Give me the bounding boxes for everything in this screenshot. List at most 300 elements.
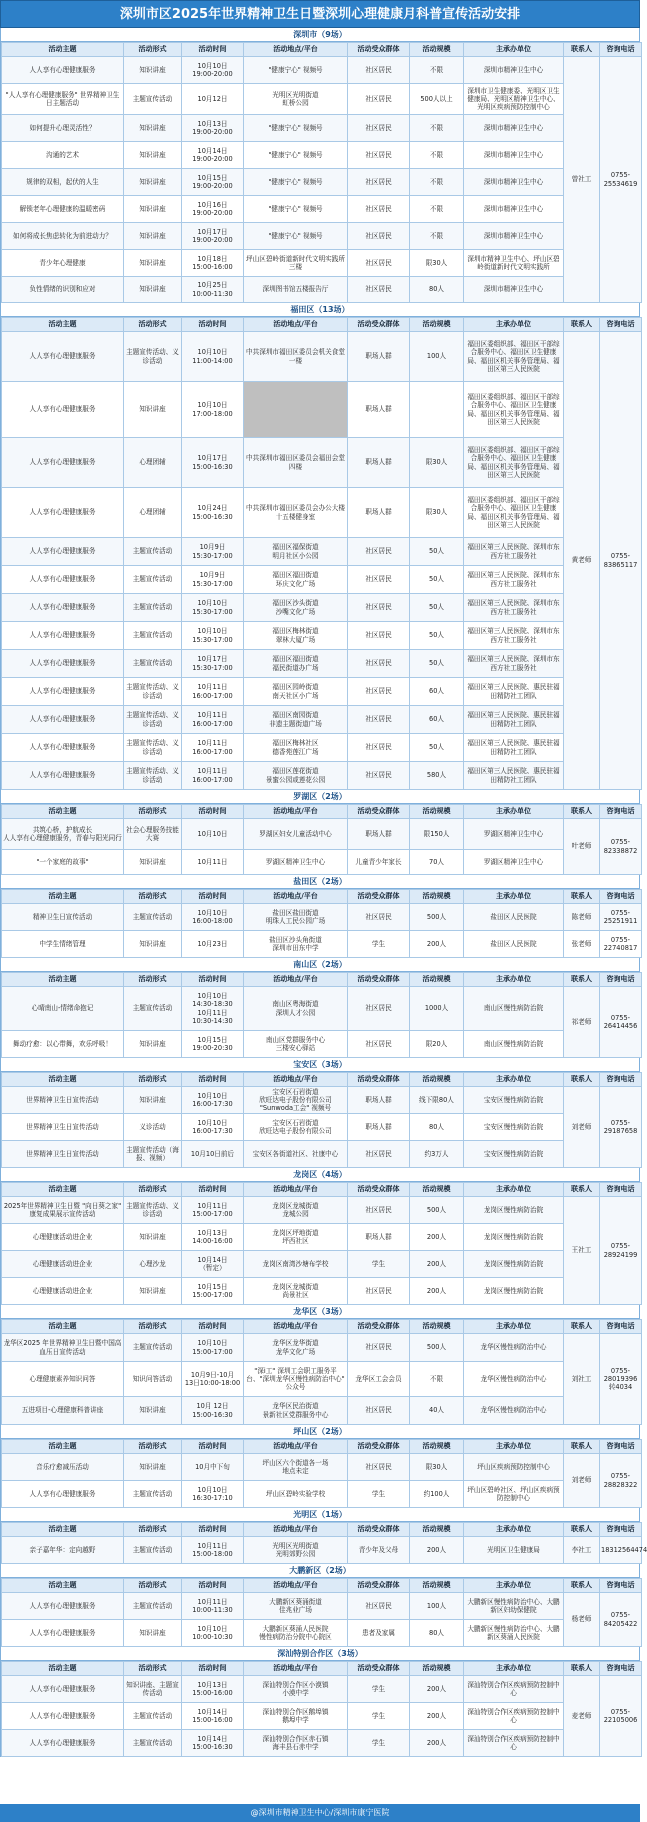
column-header: 咨询电话 [600,1662,642,1676]
table-cell: 10月11日 16:00-17:00 [182,762,244,790]
table-cell: 龙岗区龙城街道 龙城公园 [244,1197,348,1224]
phone-cell: 0755-82338872 [600,819,642,875]
table-row [2,650,642,678]
table-cell: 沟通的艺术 [2,142,124,169]
table-cell: 龙华区慢性病防治中心 [464,1334,564,1362]
table-cell: 坪山区碧岭街道新时代文明实践所三楼 [244,250,348,277]
column-header: 活动地点/平台 [244,1320,348,1334]
table-cell: 共筑心桥，护航成长 人人享有心理健康服务，青春与阳光同行 [2,819,124,850]
table-cell: 人人享有心理健康服务 [2,488,124,538]
column-header: 联系人 [564,1440,600,1454]
district-heading: 深圳市（9场） [1,28,639,42]
table-cell: 社区居民 [348,84,410,115]
column-header: 主承办单位 [464,1440,564,1454]
column-header: 活动时间 [182,1662,244,1676]
contact-cell: 刘社工 [564,1334,600,1425]
table-cell: 龙华区民治街道 景新社区党群服务中心 [244,1397,348,1425]
table-cell: 罗湖区精神卫生中心 [464,819,564,850]
table-cell: 10月13日 19:00-20:00 [182,115,244,142]
column-header: 活动形式 [124,1073,182,1087]
table-row [2,438,642,488]
table-cell: "健康宁心" 视频号 [244,223,348,250]
column-header: 咨询电话 [600,1579,642,1593]
table-cell: 10月10日 16:00-17:30 [182,1114,244,1141]
table-cell: 人人享有心理健康服务 [2,566,124,594]
table-cell: 人人享有心理健康服务 [2,1593,124,1620]
table-cell: 深圳图书馆五楼报告厅 [244,277,348,303]
table-cell: 2025年世界精神卫生日暨 "向日葵之家" 康复成果展示宣传活动 [2,1197,124,1224]
column-header: 活动地点/平台 [244,43,348,57]
table-cell: 不限 [410,169,464,196]
table-cell: 主题宣传活动、义诊活动 [124,1197,182,1224]
table-cell: 主题宣传活动 [124,1334,182,1362]
column-header: 咨询电话 [600,318,642,332]
table-cell: 10月17日 15:30-17:00 [182,650,244,678]
contact-cell: 张老师 [564,931,600,958]
table-cell: 盐田区人民医院 [464,931,564,958]
table-cell: 社区居民 [348,1031,410,1058]
table-cell: 福田区第三人民医院、惠民驻福田精防社工团队 [464,762,564,790]
table-cell: 龙岗区龙城街道 尚景社区 [244,1278,348,1305]
column-header: 活动受众群体 [348,1183,410,1197]
contact-cell: 黄老师 [564,332,600,790]
table-cell: 福田区委组织部、福田区干部综合服务中心、福田区卫生健康局、福田区机关事务管理局、福田区第三人民医院 [464,332,564,382]
table-cell: 10月10日 15:30-17:00 [182,594,244,622]
column-header: 主承办单位 [464,1073,564,1087]
table-row [2,57,642,84]
column-header: 活动形式 [124,1579,182,1593]
table-cell: 如何提升心理灵活性？ [2,115,124,142]
activity-table [1,804,642,875]
table-row [2,1703,642,1730]
table-cell: 深汕特别合作区疾病预防控制中心 [464,1676,564,1703]
table-cell: 知识问答活动 [124,1362,182,1397]
table-cell: 心理健康活动进企业 [2,1278,124,1305]
column-header: 咨询电话 [600,1183,642,1197]
table-cell: 社区居民 [348,538,410,566]
table-cell: 200人 [410,1251,464,1278]
table-cell: 限150人 [410,819,464,850]
table-cell: 社区居民 [348,706,410,734]
table-cell: "一个家庭的故事" [2,850,124,875]
table-cell: 10月12日 [182,84,244,115]
table-cell: 职场人群 [348,438,410,488]
table-cell: 心晴南山-情绪命抱记 [2,987,124,1031]
column-header: 活动时间 [182,1183,244,1197]
district-heading: 龙岗区（4场） [1,1168,639,1182]
table-cell: 世界精神卫生日宣传活动 [2,1087,124,1114]
column-header: 活动形式 [124,1183,182,1197]
table-cell: 心理健康素养知识问答 [2,1362,124,1397]
table-cell: 10月11日 16:00-17:00 [182,734,244,762]
column-header: 联系人 [564,318,600,332]
column-header: 咨询电话 [600,43,642,57]
table-cell: 深圳市卫生健康委、光明区卫生健康局、光明区精神卫生中心、光明区疾病预防控制中心 [464,84,564,115]
table-cell: 学生 [348,1251,410,1278]
table-cell: 不限 [410,142,464,169]
column-header: 活动时间 [182,1320,244,1334]
table-cell: 社区居民 [348,1454,410,1481]
table-cell: 主题宣传活动 [124,1730,182,1757]
table-cell: 社区居民 [348,169,410,196]
table-cell: 南山区慢性病防治院 [464,987,564,1031]
column-header: 活动规模 [410,1320,464,1334]
table-cell: 知识讲座 [124,1397,182,1425]
table-cell: 10月10日 14:30-18:30 10月11日 10:30-14:30 [182,987,244,1031]
table-cell: 社区居民 [348,904,410,931]
table-cell: 福田区第三人民医院、深圳市东西方社工服务社 [464,594,564,622]
activity-table [1,1661,642,1757]
table-cell: 心理团辅 [124,438,182,488]
column-header: 活动规模 [410,1662,464,1676]
column-header: 咨询电话 [600,805,642,819]
table-cell: 青少年心理健康 [2,250,124,277]
district-section [0,1168,640,1305]
table-cell: 人人享有心理健康服务 [2,706,124,734]
contact-cell: 麦老师 [564,1676,600,1757]
column-header: 联系人 [564,1320,600,1334]
header-row [2,973,642,987]
phone-cell: 0755-28019396转4034 [600,1334,642,1425]
column-header: 主承办单位 [464,1183,564,1197]
column-header: 活动形式 [124,890,182,904]
column-header: 主承办单位 [464,318,564,332]
table-cell: 10月18日 15:00-16:00 [182,250,244,277]
district-section [0,1564,640,1647]
table-cell: 深圳市精神卫生中心 [464,196,564,223]
column-header: 活动主题 [2,1183,124,1197]
table-cell: 10月10日 11:00-14:00 [182,332,244,382]
table-row [2,142,642,169]
table-cell: 深汕特别合作区小漠镇 小漠中学 [244,1676,348,1703]
phone-cell: 0755-28828322 [600,1454,642,1508]
table-cell: 限30人 [410,438,464,488]
district-heading: 宝安区（3场） [1,1058,639,1072]
table-row [2,1362,642,1397]
table-cell: 人人享有心理健康服务 [2,438,124,488]
table-cell: 人人享有心理健康服务 [2,1481,124,1508]
column-header: 主承办单位 [464,43,564,57]
contact-cell: 杨老师 [564,1593,600,1647]
column-header: 活动受众群体 [348,1440,410,1454]
table-cell: 福田区第三人民医院、惠民驻福田精防社工团队 [464,706,564,734]
table-cell: 福田区委组织部、福田区干部综合服务中心、福田区卫生健康局、福田区机关事务管理局、福田区第三人民医院 [464,438,564,488]
table-cell: 10月 12日 15:00-16:30 [182,1397,244,1425]
table-cell: 10月23日 [182,931,244,958]
table-cell: 学生 [348,1730,410,1757]
table-cell: 社区居民 [348,1141,410,1168]
table-cell: 职场人群 [348,1224,410,1251]
table-cell: 人人享有心理健康服务 [2,1730,124,1757]
table-cell: 10月10日 19:00-20:00 [182,57,244,84]
column-header: 咨询电话 [600,1073,642,1087]
table-cell: 中学生情绪管理 [2,931,124,958]
table-cell: 宝安区慢性病防治院 [464,1087,564,1114]
column-header: 活动形式 [124,1662,182,1676]
phone-cell: 0755-83865117 [600,332,642,790]
table-cell: 社区居民 [348,987,410,1031]
table-cell: 不限 [410,1362,464,1397]
table-row [2,250,642,277]
table-cell: 盐田区人民医院 [464,904,564,931]
table-cell: 福田区梅林社区 德香苑莲江广场 [244,734,348,762]
table-row [2,196,642,223]
table-cell: 世界精神卫生日宣传活动 [2,1141,124,1168]
table-cell: 主题宣传活动 [124,1593,182,1620]
table-cell: 10月25日 10:00-11:30 [182,277,244,303]
table-cell: 10月16日 19:00-20:00 [182,196,244,223]
table-cell: 知识讲座 [124,1224,182,1251]
table-cell: 知识讲座、主题宣传活动 [124,1676,182,1703]
table-cell: 南山区粤海街道 深圳人才公园 [244,987,348,1031]
column-header: 活动受众群体 [348,805,410,819]
table-cell: "健康宁心" 视频号 [244,196,348,223]
table-cell: 社区居民 [348,250,410,277]
table-cell: 龙华区龙华街道 龙华文化广场 [244,1334,348,1362]
column-header: 活动主题 [2,1662,124,1676]
table-cell: 五进项目-心理健康科普讲座 [2,1397,124,1425]
table-cell: 10月10日 15:30-17:00 [182,622,244,650]
table-row [2,734,642,762]
table-cell: 限20人 [410,1031,464,1058]
column-header: 活动地点/平台 [244,1523,348,1537]
table-row [2,594,642,622]
column-header: 活动主题 [2,1523,124,1537]
table-row [2,1620,642,1647]
column-header: 主承办单位 [464,805,564,819]
table-cell: 知识讲座 [124,196,182,223]
district-section [0,28,640,303]
table-cell: 龙岗区慢性病防治院 [464,1278,564,1305]
table-cell: 50人 [410,594,464,622]
table-cell: 深圳市精神卫生中心 [464,223,564,250]
footer-credit: @深圳市精神卫生中心/深圳市康宁医院 [0,1804,640,1822]
table-cell: 10月10日前后 [182,1141,244,1168]
table-cell: 500人 [410,904,464,931]
header-row [2,1579,642,1593]
table-cell: 知识讲座 [124,1278,182,1305]
table-cell: 主题宣传活动 [124,594,182,622]
column-header: 活动规模 [410,43,464,57]
table-cell: 10月15日 15:00-17:00 [182,1278,244,1305]
header-row [2,805,642,819]
table-cell: 10月11日 15:00-18:00 [182,1537,244,1564]
table-cell: 社区居民 [348,277,410,303]
column-header: 活动时间 [182,318,244,332]
table-cell: 人人享有心理健康服务 [2,594,124,622]
table-cell: 社会心理服务技能大赛 [124,819,182,850]
table-cell: 10月14日 15:00-16:00 [182,1703,244,1730]
district-heading: 大鹏新区（2场） [1,1564,639,1578]
table-cell: 儿童青少年家长 [348,850,410,875]
table-cell: 深汕特别合作区赤石镇 海丰县石赤中学 [244,1730,348,1757]
table-cell: 社区居民 [348,594,410,622]
column-header: 联系人 [564,1662,600,1676]
table-cell: 中共深圳市福田区委员会办公大楼十五楼健身室 [244,488,348,538]
table-cell: 深圳市精神卫生中心 [464,142,564,169]
table-cell: 龙岗区坪地街道 坪西社区 [244,1224,348,1251]
header-row [2,318,642,332]
table-cell: 社区居民 [348,1593,410,1620]
table-cell: 福田区莲花街道 景蜜公园或莲花公园 [244,762,348,790]
contact-cell: 祁老师 [564,987,600,1058]
table-cell: 知识讲座 [124,850,182,875]
phone-cell: 0755-84205422 [600,1593,642,1647]
header-row [2,1073,642,1087]
column-header: 活动规模 [410,805,464,819]
table-cell: 心理沙龙 [124,1251,182,1278]
header-row [2,890,642,904]
table-cell: 10月14日 19:00-20:00 [182,142,244,169]
table-cell: 社区居民 [348,223,410,250]
table-cell: 知识讲座 [124,1031,182,1058]
table-cell: "健康宁心" 视频号 [244,142,348,169]
table-cell: 10月9日 15:30-17:00 [182,566,244,594]
table-cell: 坪山区碧岭实验学校 [244,1481,348,1508]
phone-cell: 0755-22740817 [600,931,642,958]
table-cell: 500人 [410,1334,464,1362]
column-header: 活动主题 [2,1579,124,1593]
column-header: 活动规模 [410,1523,464,1537]
table-cell: 深圳市精神卫生中心 [464,57,564,84]
header-row [2,1440,642,1454]
table-cell: 知识讲座 [124,57,182,84]
table-cell: 福田区第三人民医院、深圳市东西方社工服务社 [464,566,564,594]
phone-cell: 0755-22105006 [600,1676,642,1757]
activity-table [1,1072,642,1168]
column-header: 主承办单位 [464,1662,564,1676]
activity-table [1,317,642,790]
column-header: 联系人 [564,973,600,987]
table-cell: 10月17日 15:00-16:30 [182,438,244,488]
table-cell: 社区居民 [348,1334,410,1362]
table-cell: 坪山区疾病预防控制中心 [464,1454,564,1481]
column-header: 活动时间 [182,805,244,819]
table-cell: 100人 [410,332,464,382]
column-header: 活动主题 [2,1073,124,1087]
table-cell: 10月10日 10:00-10:30 [182,1620,244,1647]
column-header: 活动地点/平台 [244,1440,348,1454]
activity-table [1,1522,647,1564]
table-row [2,1278,642,1305]
activity-table [1,1182,642,1305]
table-cell: 主题宣传活动、义诊活动 [124,706,182,734]
table-cell: 10月11日 16:00-17:00 [182,678,244,706]
table-cell: 10月10日 16:00-18:00 [182,904,244,931]
column-header: 联系人 [564,1523,600,1537]
table-cell: 龙岗区南湾沙塘布学校 [244,1251,348,1278]
table-cell: 青少年及父母 [348,1537,410,1564]
table-cell: 10月13日 14:00-16:00 [182,1224,244,1251]
table-cell: 200人 [410,1224,464,1251]
activity-table [1,1439,642,1508]
table-cell: 福田区南园街道 非遗主题街道广场 [244,706,348,734]
table-cell: 精神卫生日宣传活动 [2,904,124,931]
table-cell: 10月10日 16:30-17:10 [182,1481,244,1508]
column-header: 活动形式 [124,43,182,57]
table-cell: 200人 [410,1278,464,1305]
table-cell: 宝安区慢性病防治院 [464,1114,564,1141]
table-cell: 10月14日 （暂定） [182,1251,244,1278]
table-cell: 龙岗区慢性病防治院 [464,1251,564,1278]
table-cell: 知识讲座 [124,223,182,250]
table-cell: 约100人 [410,1481,464,1508]
district-heading: 龙华区（3场） [1,1305,639,1319]
column-header: 主承办单位 [464,1523,564,1537]
table-row [2,1537,642,1564]
table-cell: 10月13日 15:00-16:00 [182,1676,244,1703]
column-header: 活动受众群体 [348,1073,410,1087]
table-cell: 福田区第三人民医院、深圳市东西方社工服务社 [464,650,564,678]
column-header: 联系人 [564,1579,600,1593]
column-header: 咨询电话 [600,1320,642,1334]
table-cell: 知识讲座 [124,250,182,277]
column-header: 活动时间 [182,1440,244,1454]
column-header: 活动地点/平台 [244,1579,348,1593]
table-cell: 10月10日 17:00-18:00 [182,382,244,438]
table-cell: 主题宣传活动 [124,1537,182,1564]
table-cell: 心理健康活动进企业 [2,1224,124,1251]
table-cell: 解锁老年心理健康的温暖密码 [2,196,124,223]
table-cell: 知识讲座 [124,277,182,303]
column-header: 咨询电话 [600,973,642,987]
table-cell: 舞动疗愈：以心带舞，欢乐呼吸！ [2,1031,124,1058]
table-cell: 10月11日 16:00-17:00 [182,706,244,734]
table-cell: 社区居民 [348,1397,410,1425]
table-cell: 80人 [410,1114,464,1141]
column-header: 活动规模 [410,973,464,987]
district-section [0,790,640,875]
column-header: 活动主题 [2,973,124,987]
table-row [2,706,642,734]
table-cell: 人人享有心理健康服务 [2,1620,124,1647]
table-cell: 大鹏新区葵涌街道 佳兆业广场 [244,1593,348,1620]
column-header: 活动受众群体 [348,973,410,987]
table-row [2,1730,642,1757]
table-cell: 知识讲座 [124,1454,182,1481]
table-cell: "健康宁心" 视频号 [244,57,348,84]
table-cell: 社区居民 [348,115,410,142]
table-cell: 50人 [410,538,464,566]
district-heading: 南山区（2场） [1,958,639,972]
table-cell: 人人享有心理健康服务 [2,734,124,762]
table-cell: 福田区沙头街道 沙嘴文化广场 [244,594,348,622]
table-cell: 深圳市精神卫生中心 [464,115,564,142]
table-cell: 学生 [348,1481,410,1508]
table-cell: 深汕特别合作区疾病预防控制中心 [464,1730,564,1757]
schedule-tables [0,28,647,1757]
table-cell: 人人享有心理健康服务 [2,762,124,790]
table-cell: 知识讲座 [124,382,182,438]
table-cell: 罗湖区妇女儿童活动中心 [244,819,348,850]
table-cell: 中共深圳市福田区委员会机关食堂一楼 [244,332,348,382]
table-cell: 南山区慢性病防治院 [464,1031,564,1058]
table-cell: 主题宣传活动、义诊活动 [124,734,182,762]
table-cell: 10月10日 15:00-17:00 [182,1334,244,1362]
phone-cell: 0755-25534619 [600,57,642,303]
district-section [0,1425,640,1508]
table-row [2,1676,642,1703]
table-cell: 宝安区石岩街道 欣旺达电子股份有限公司 [244,1114,348,1141]
column-header: 活动受众群体 [348,1662,410,1676]
table-cell: 社区居民 [348,196,410,223]
table-row [2,538,642,566]
column-header: 主承办单位 [464,1320,564,1334]
table-cell: 10月中下旬 [182,1454,244,1481]
column-header: 联系人 [564,1183,600,1197]
table-cell: 心理团辅 [124,488,182,538]
table-row [2,1031,642,1058]
